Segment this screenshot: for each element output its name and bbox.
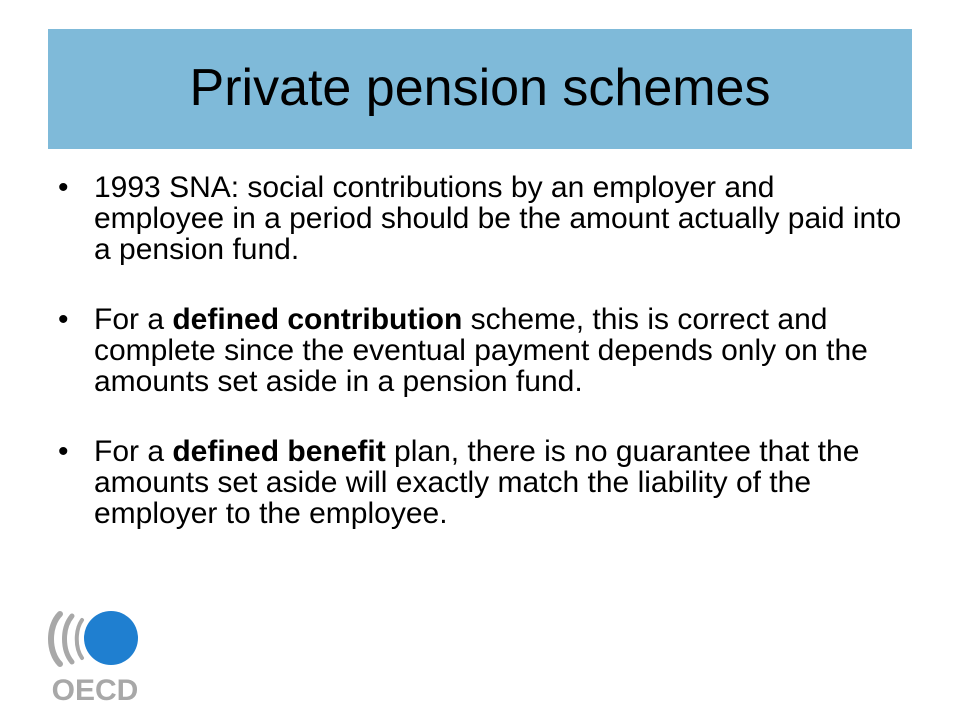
- bullet-list: [58, 172, 908, 568]
- oecd-logo-icon: [40, 600, 150, 710]
- bullet-item: [58, 304, 908, 397]
- bullet-item: [58, 436, 908, 529]
- bullet-text: For a defined benefit plan, there is no guarantee that the amounts set aside will exactly match the liability of the employer to the employee.: [94, 435, 860, 530]
- logo-text: OECD: [51, 674, 139, 707]
- bold-term: defined contribution: [172, 303, 463, 336]
- bullet-text: 1993 SNA: social contributions by an employer and employee in a period should be the amount actually paid into a pension fund.: [94, 171, 902, 266]
- logo-arc-outer: [51, 614, 60, 664]
- bullet-text: For a defined contribution scheme, this is correct and complete since the eventual payment depends only on the amounts set aside in a pension fund.: [94, 303, 868, 398]
- logo-arc-middle: [65, 616, 73, 662]
- slide-title: Private pension schemes: [189, 59, 771, 117]
- logo-arc-inner: [77, 620, 82, 658]
- bold-term: defined benefit: [172, 435, 386, 468]
- bullet-glyph: •: [58, 171, 69, 204]
- logo-circle: [84, 611, 138, 665]
- bullet-item: [58, 172, 908, 265]
- bullet-glyph: •: [58, 303, 69, 336]
- bullet-glyph: •: [58, 435, 69, 468]
